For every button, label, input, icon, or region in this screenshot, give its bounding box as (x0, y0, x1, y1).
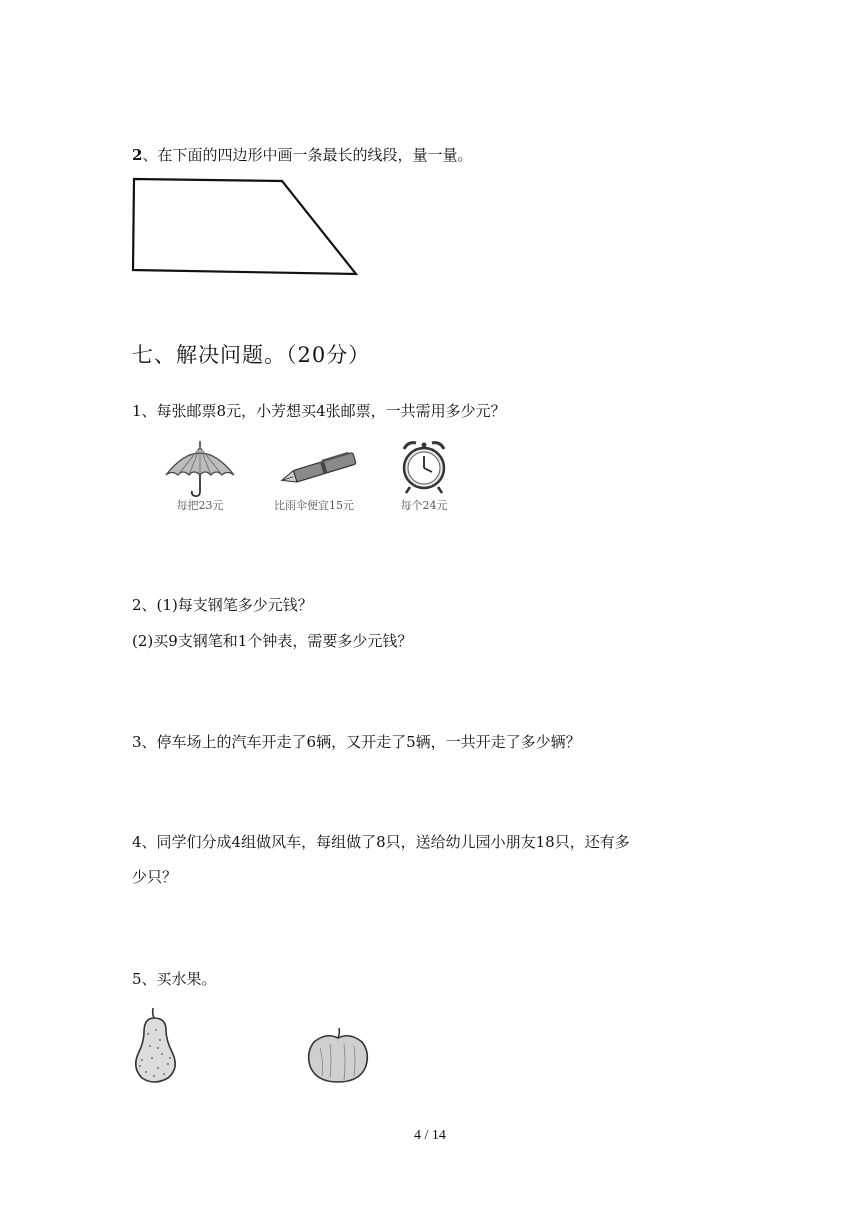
problem-2-part-2: (2)买9支钢笔和1个钟表，需要多少元钱？ (132, 632, 413, 650)
clock-price-label: 每个24元 (400, 499, 448, 512)
page-number: 4 / 14 (414, 1128, 446, 1143)
umbrella-price-label: 每把23元 (176, 499, 224, 512)
problem-2-part-1: 2、(1)每支钢笔多少元钱？ (132, 596, 313, 614)
pen-item (264, 437, 374, 517)
umbrella-icon (160, 437, 240, 499)
problem-4-line-2: 少只？ (132, 868, 178, 886)
fountain-pen-icon (264, 437, 374, 499)
pear-icon (128, 1004, 198, 1086)
question-2-draw (132, 144, 472, 166)
problem-4-line-1: 4、同学们分成4组做风车，每组做了8只，送给幼儿园小朋友18只，还有多 (132, 833, 630, 851)
section-title: 七、解决问题。（20分） (132, 343, 371, 367)
problem-3: 3、停车场上的汽车开走了6辆，又开走了5辆，一共开走了多少辆？ (132, 733, 581, 751)
question-number: 2 (132, 146, 143, 164)
umbrella-item (160, 437, 240, 517)
apple-icon (304, 1024, 374, 1086)
problem-5: 5、买水果。 (132, 970, 217, 988)
problem-1: 1、每张邮票8元，小芳想买4张邮票，一共需用多少元？ (132, 402, 506, 420)
pen-price-label: 比雨伞便宜15元 (274, 499, 354, 512)
question-text: 、在下面的四边形中画一条最长的线段，量一量。 (142, 146, 473, 164)
quadrilateral-figure (125, 170, 370, 280)
clock-item (392, 437, 456, 517)
alarm-clock-icon (392, 437, 456, 499)
